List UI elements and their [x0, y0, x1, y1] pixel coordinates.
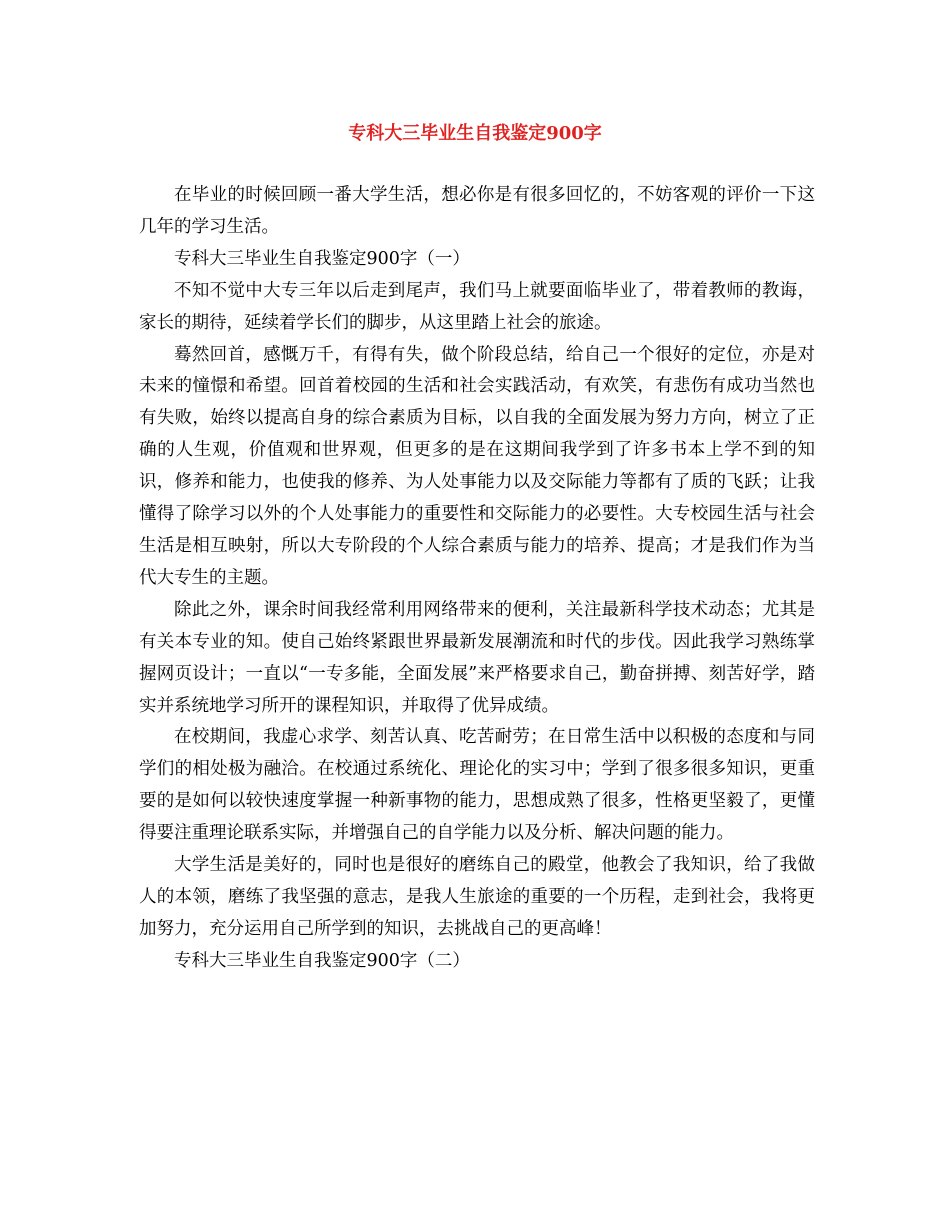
- intro-paragraph: 在毕业的时候回顾一番大学生活，想必你是有很多回忆的，不妨客观的评价一下这几年的学习生活。: [139, 185, 815, 237]
- body-paragraph: 在校期间，我虚心求学、刻苦认真、吃苦耐劳；在日常生活中以积极的态度和与同学们的相处极为融洽。在校通过系统化、理论化的实习中；学到了很多很多知识，更重要的是如何以较快速度掌握一种新事物的能力，思想成熟了很多，性格更坚毅了，更懂得要注重理论联系实际，并增强自己的自学能力以及分析、解决问题的能力。: [139, 727, 815, 844]
- section-heading-two: 专科大三毕业生自我鉴定900字（二）: [174, 950, 470, 971]
- document-title: 专科大三毕业生自我鉴定900字: [348, 123, 602, 144]
- section-heading-one: 专科大三毕业生自我鉴定900字（一）: [174, 248, 470, 269]
- body-paragraph: 蓦然回首，感慨万千，有得有失，做个阶段总结，给自己一个很好的定位，亦是对未来的憧憬和希望。回首着校园的生活和社会实践活动，有欢笑，有悲伤有成功当然也有失败，始终以提高自身的综合素质为目标，以自我的全面发展为努力方向，树立了正确的人生观，价值观和世界观，但更多的是在这期间我学到了许多书本上学不到的知识，修养和能力，也使我的修养、为人处事能力以及交际能力等都有了质的飞跃；让我懂得了除学习以外的个人处事能力的重要性和交际能力的必要性。大专校园生活与社会生活是相互映射，所以大专阶段的个人综合素质与能力的培养、提高；才是我们作为当代大专生的主题。: [139, 344, 815, 588]
- body-paragraph: 除此之外，课余时间我经常利用网络带来的便利，关注最新科学技术动态；尤其是有关本专业的知。使自己始终紧跟世界最新发展潮流和时代的步伐。因此我学习熟练掌握网页设计；一直以“一专多能，全面发展”来严格要求自己，勤奋拼搏、刻苦好学，踏实并系统地学习所开的课程知识，并取得了优异成绩。: [139, 599, 815, 716]
- body-paragraph: 不知不觉中大专三年以后走到尾声，我们马上就要面临毕业了，带着教师的教诲，家长的期待，延续着学长们的脚步，从这里踏上社会的旅途。: [139, 280, 815, 333]
- body-paragraph: 大学生活是美好的，同时也是很好的磨练自己的殿堂，他教会了我知识，给了我做人的本领，磨练了我坚强的意志，是我人生旅途的重要的一个历程，走到社会，我将更加努力，充分运用自己所学到的知识，去挑战自己的更高峰！: [139, 855, 815, 939]
- document-body: [139, 180, 815, 978]
